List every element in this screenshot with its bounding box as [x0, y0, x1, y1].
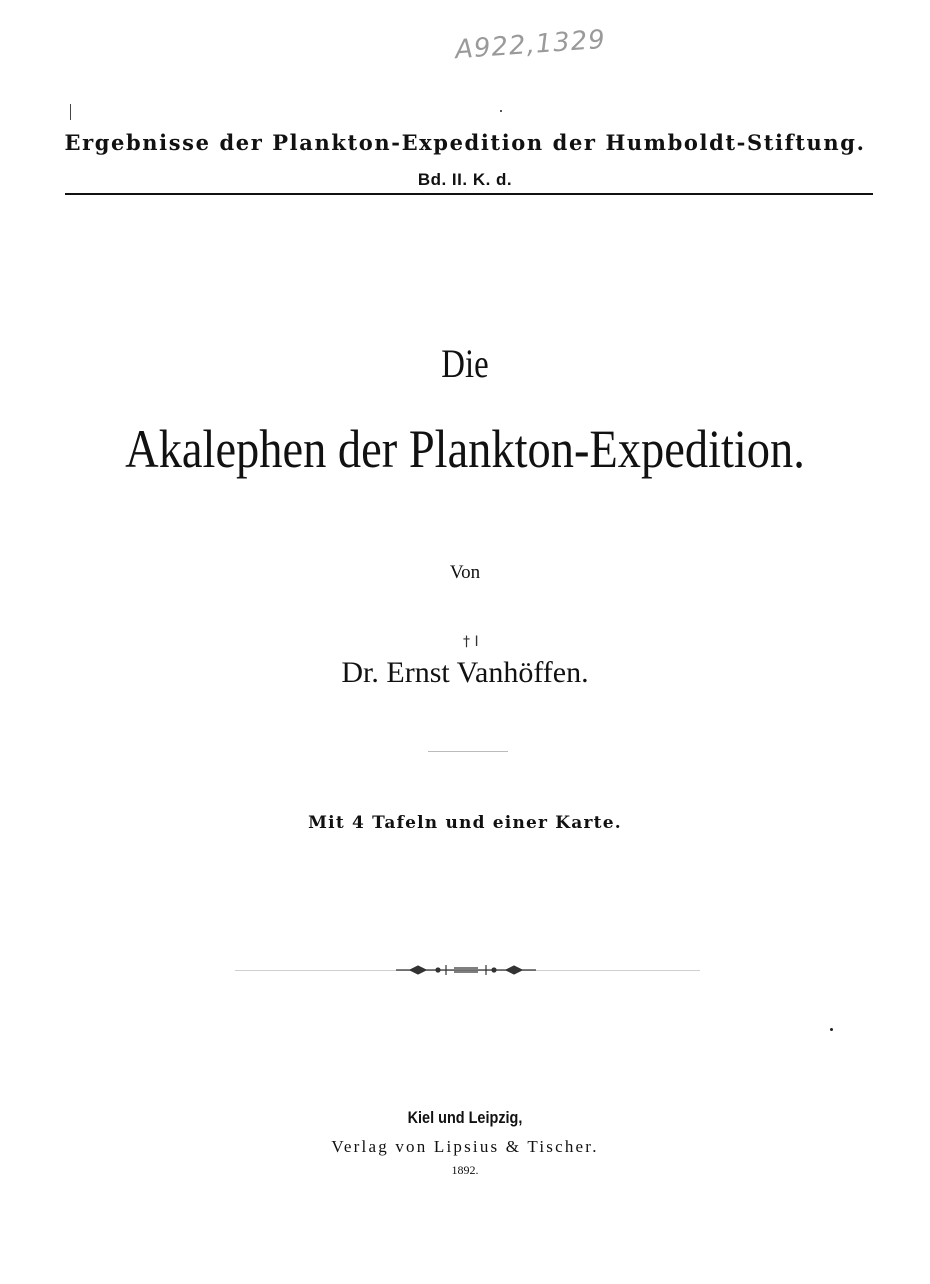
margin-pencil-mark	[70, 104, 71, 120]
main-title: Akalephen der Plankton-Expedition.	[125, 419, 805, 479]
author-annotation-mark: † I	[463, 634, 479, 650]
title-article: Die	[441, 341, 489, 386]
plates-note: Mit 4 Tafeln und einer Karte.	[308, 813, 622, 833]
handwritten-shelfmark: A922,1329	[454, 24, 607, 66]
decorative-ornament-icon	[396, 962, 536, 978]
imprint-year: 1892.	[451, 1163, 479, 1177]
series-title: Ergebnisse der Plankton-Expedition der Humboldt-Stiftung.	[64, 130, 866, 155]
volume-number: Bd. II. K. d.	[417, 170, 513, 189]
byline-von: Von	[449, 562, 481, 583]
short-divider	[428, 751, 508, 752]
header-rule	[65, 193, 873, 195]
speck	[830, 1028, 833, 1031]
author-name: Dr. Ernst Vanhöffen.	[341, 656, 589, 689]
imprint-publisher: Verlag von Lipsius & Tischer.	[331, 1137, 599, 1156]
speck	[500, 110, 502, 112]
imprint-place: Kiel und Leipzig,	[407, 1108, 523, 1127]
